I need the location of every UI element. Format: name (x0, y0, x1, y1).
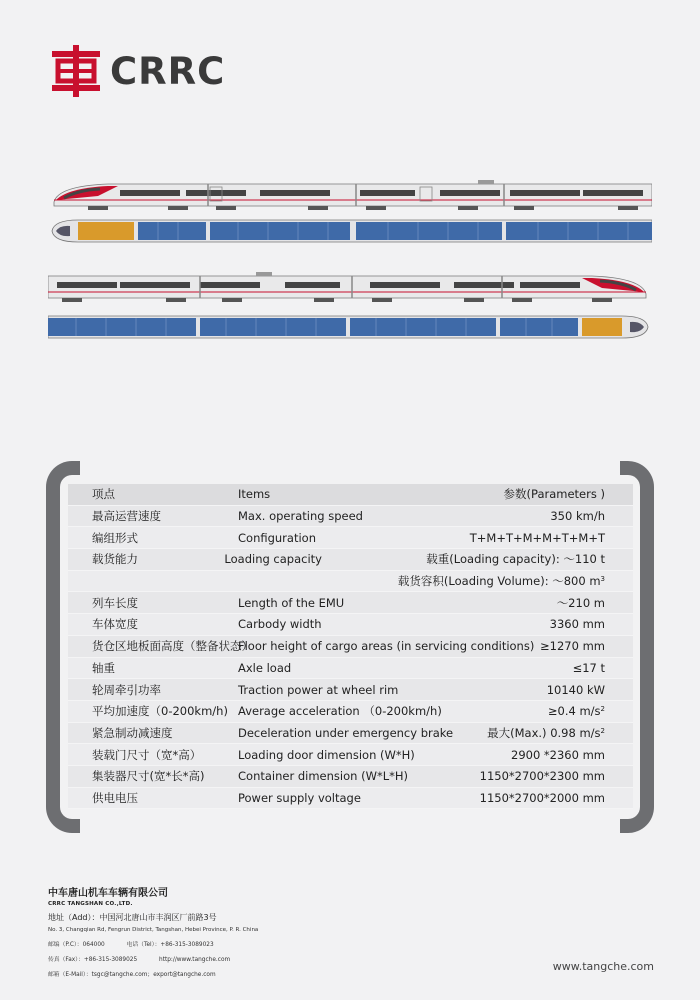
crrc-logo (52, 45, 225, 97)
spec-row (68, 679, 633, 701)
spec-item-en: Loading capacity (224, 552, 322, 567)
train-side-view-bottom (48, 268, 652, 304)
email[interactable]: 邮箱（E-Mail）：tsgc@tangche.com；export@tangche.com (48, 972, 216, 978)
spec-value (465, 531, 633, 545)
spec-item-cn: 供电电压 (92, 790, 138, 805)
spec-value-superscript: 3 (600, 575, 605, 584)
spec-value-text: T+M+T+M+M+T+M+T (469, 530, 605, 545)
train-side-view-top (48, 176, 652, 212)
spec-row (68, 506, 633, 528)
company-name-cn: 中车唐山机车车辆有限公司 (48, 888, 168, 899)
spec-item-en: Average acceleration （0-200km/h) (238, 704, 442, 719)
spec-row (68, 592, 633, 614)
crrc-logo-icon (52, 45, 100, 97)
spec-value (465, 769, 633, 783)
train-top-view-top (48, 218, 652, 244)
website-link[interactable]: www.tangche.com (552, 960, 654, 973)
spec-value (398, 573, 633, 589)
spec-value-text: 350 km/h (550, 509, 605, 524)
spec-value-text: ≥0.4 m/s (547, 704, 601, 719)
spec-value-text: ≥1270 mm (540, 639, 605, 654)
spec-value (465, 748, 633, 762)
spec-item-en: Length of the EMU (238, 595, 345, 610)
spec-value-text: 1150*2700*2300 mm (479, 769, 605, 784)
spec-row (68, 636, 633, 658)
spec-item-cn: 装载门尺寸（宽*高） (92, 747, 202, 762)
spec-value-text: 最大(Max.) 0.98 m/s (487, 725, 601, 740)
spec-value-text: ～210 m (556, 595, 605, 610)
spec-item-en: Power supply voltage (238, 790, 361, 805)
spec-item-cn: 轮周牵引功率 (92, 682, 161, 697)
spec-table (68, 484, 633, 809)
spec-value (465, 639, 633, 653)
web-url[interactable]: http://www.tangche.com (159, 957, 231, 963)
spec-item-en: Loading door dimension (W*H) (238, 747, 415, 762)
spec-item-en: Configuration (238, 530, 316, 545)
spec-item-en: Traction power at wheel rim (238, 682, 399, 697)
spec-row (68, 658, 633, 680)
spec-value (465, 661, 633, 675)
header-items-cn: 项点 (92, 487, 115, 502)
spec-row (68, 549, 633, 571)
spec-value (426, 551, 633, 567)
spec-value (465, 595, 633, 611)
spec-item-en: Deceleration under emergency brake (238, 725, 454, 740)
spec-row (68, 614, 633, 636)
address-cn: 地址（Add）：中国河北唐山市丰润区厂前路3号 (48, 913, 217, 922)
spec-value (465, 704, 633, 718)
spec-value (465, 509, 633, 523)
address-en: No. 3, Changqian Rd, Fengrun District, Tangshan, Hebei Province, P. R. China (48, 927, 259, 933)
postcode: 邮编（P.C）：064000 (48, 942, 105, 948)
spec-item-cn: 平均加速度（0-200km/h) (92, 704, 228, 719)
spec-value (465, 791, 633, 805)
spec-item-cn: 集装器尺寸(宽*长*高) (92, 769, 205, 784)
spec-value-text: 2900 *2360 mm (511, 747, 605, 762)
brand-name: CRRC (110, 49, 226, 93)
spec-item-cn: 货仓区地板面高度（整备状态） (92, 639, 253, 654)
fax: 传真（Fax）：+86-315-3089025 (48, 957, 138, 963)
spec-value-text: 载重(Loading capacity): ～110 t (426, 552, 605, 567)
spec-value-superscript: 2 (600, 705, 605, 714)
spec-table-header (68, 484, 633, 506)
spec-item-cn: 最高运营速度 (92, 509, 161, 524)
spec-row (68, 788, 633, 810)
spec-value-text: 1150*2700*2000 mm (479, 790, 605, 805)
spec-row (68, 527, 633, 549)
train-top-view-bottom (48, 314, 652, 340)
spec-item-cn: 轴重 (92, 660, 115, 675)
spec-value (465, 617, 633, 631)
spec-value-text: 3360 mm (549, 617, 605, 632)
telephone: 电话（Tel）：+86-315-3089023 (126, 942, 214, 948)
postcode-tel-line (48, 939, 258, 948)
spec-item-en: Floor height of cargo areas (in servicing conditions) (238, 639, 535, 654)
spec-item-cn: 编组形式 (92, 530, 138, 545)
spec-item-cn: 列车长度 (92, 595, 138, 610)
company-name-en: CRRC TANGSHAN CO.,LTD. (48, 901, 133, 907)
spec-value-text: 10140 kW (546, 682, 605, 697)
spec-row (68, 744, 633, 766)
spec-item-cn: 载货能力 (92, 552, 138, 567)
footer-contact (48, 884, 258, 984)
spec-row (68, 766, 633, 788)
spec-item-cn: 车体宽度 (92, 617, 138, 632)
spec-value-text: ≤17 t (572, 660, 605, 675)
spec-item-en: Max. operating speed (238, 509, 363, 524)
spec-row (68, 701, 633, 723)
spec-item-en: Axle load (238, 660, 292, 675)
fax-web-line (48, 954, 258, 963)
spec-row (68, 723, 633, 745)
spec-value (465, 725, 633, 741)
spec-item-cn: 紧急制动减速度 (92, 725, 173, 740)
header-parameters: 参数(Parameters ) (503, 487, 605, 502)
spec-value-superscript: 2 (600, 726, 605, 735)
spec-value (465, 683, 633, 697)
spec-item-en: Carbody width (238, 617, 322, 632)
spec-row (68, 571, 633, 593)
spec-item-en: Container dimension (W*L*H) (238, 769, 408, 784)
spec-value-text: 载货容积(Loading Volume): ～800 m (397, 574, 601, 589)
header-items-en: Items (238, 487, 271, 502)
